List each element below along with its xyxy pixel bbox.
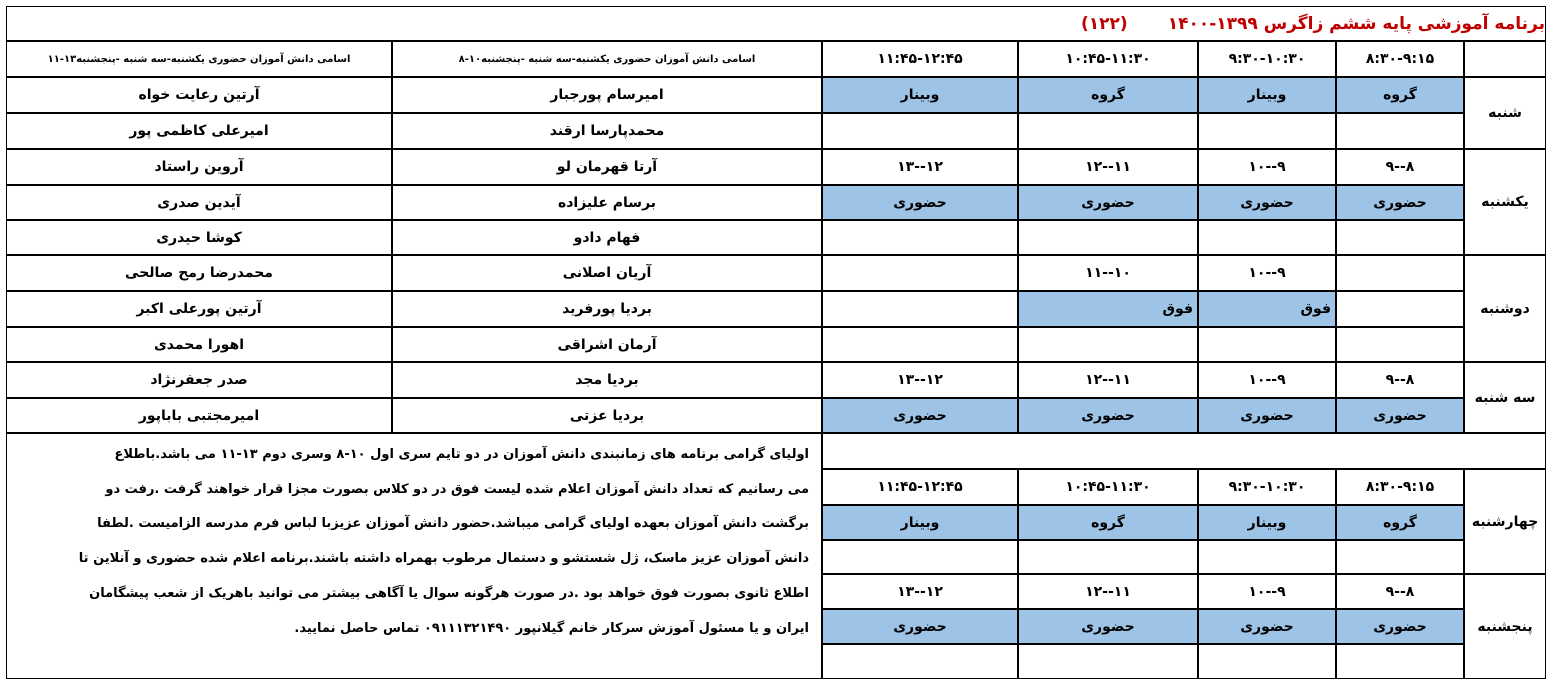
group2-name: کوشا حیدری — [6, 220, 392, 255]
group2-name: محمدرضا رمح صالحی — [6, 255, 392, 291]
notice-line: دانش آموزان عزیز ماسک، ژل شستشو و دستمال مرطوب بهمراه داشته باشند.برنامه اعلام شده حضوری و آنلاین تا — [78, 551, 809, 567]
empty-cell — [822, 113, 1018, 149]
group1-name: فهام دادو — [392, 220, 822, 255]
mon-hour3: ۱۱--۱۰ — [1018, 255, 1198, 291]
notice-line: ایران و یا مسئول آموزش سرکار خانم گیلانپور ۰۹۱۱۱۳۲۱۴۹۰ تماس حاصل نمایید. — [294, 620, 809, 636]
group1-name: محمدپارسا ارقند — [392, 113, 822, 149]
empty-cell — [1198, 113, 1336, 149]
empty-cell — [822, 291, 1018, 327]
empty-cell — [822, 540, 1018, 574]
sat-slot4: وبینار — [822, 77, 1018, 113]
empty-cell — [1018, 113, 1198, 149]
sun-slot4: حضوری — [822, 185, 1018, 220]
thu-hour2: ۱۰--۹ — [1198, 574, 1336, 609]
empty-cell — [1336, 540, 1464, 574]
thu-slot3: حضوری — [1018, 609, 1198, 644]
wed-time3: ۱۰:۴۵-۱۱:۳۰ — [1018, 469, 1198, 505]
group1-name: آریان اصلانی — [392, 255, 822, 291]
group1-name: بردیا مجد — [392, 362, 822, 398]
wed-slot1: گروه — [1336, 505, 1464, 540]
tue-slot3: حضوری — [1018, 398, 1198, 433]
sun-hour2: ۱۰--۹ — [1198, 149, 1336, 185]
day-sunday: یکشنبه — [1464, 149, 1546, 255]
group2-name: اهورا محمدی — [6, 327, 392, 362]
thu-hour4: ۱۳--۱۲ — [822, 574, 1018, 609]
thu-slot4: حضوری — [822, 609, 1018, 644]
mon-hour2: ۱۰--۹ — [1198, 255, 1336, 291]
sun-slot2: حضوری — [1198, 185, 1336, 220]
group1-name: امیرسام پورجبار — [392, 77, 822, 113]
wed-time4: ۱۱:۴۵-۱۲:۴۵ — [822, 469, 1018, 505]
empty-cell — [1018, 327, 1198, 362]
empty-cell — [1336, 255, 1464, 291]
empty-cell — [822, 433, 1546, 469]
group1-name: آرمان اشراقی — [392, 327, 822, 362]
group1-name: برسام علیزاده — [392, 185, 822, 220]
time-header-slot3: ۱۰:۴۵-۱۱:۳۰ — [1018, 41, 1198, 77]
time-header-slot1: ۸:۳۰-۹:۱۵ — [1336, 41, 1464, 77]
tue-slot1: حضوری — [1336, 398, 1464, 433]
group2-name: صدر جعفرنژاد — [6, 362, 392, 398]
empty-cell — [1198, 644, 1336, 679]
group2-name: آیدین صدری — [6, 185, 392, 220]
wed-slot2: وبینار — [1198, 505, 1336, 540]
time-header-slot4: ۱۱:۴۵-۱۲:۴۵ — [822, 41, 1018, 77]
mon-slot3: فوق — [1018, 291, 1198, 327]
sun-slot3: حضوری — [1018, 185, 1198, 220]
empty-cell — [822, 255, 1018, 291]
tue-hour3: ۱۲--۱۱ — [1018, 362, 1198, 398]
sun-hour1: ۹--۸ — [1336, 149, 1464, 185]
sat-slot2: وبینار — [1198, 77, 1336, 113]
names-header-group2: اسامی دانش آموزان حضوری یکشنبه-سه شنبه -پنجشنبه۱۳-۱۱ — [6, 41, 392, 77]
empty-cell — [1198, 327, 1336, 362]
day-monday: دوشنبه — [1464, 255, 1546, 362]
wed-time1: ۸:۳۰-۹:۱۵ — [1336, 469, 1464, 505]
empty-cell — [822, 644, 1018, 679]
empty-cell — [1198, 220, 1336, 255]
title-code: (۱۲۲) — [1080, 13, 1128, 34]
notice-line: برگشت دانش آموزان بعهده اولیای گرامی میباشد.حضور دانش آموزان عزیزبا لباس فرم مدرسه الزامیست .لطفا — [97, 516, 809, 532]
notice-line: اطلاع ثانوی بصورت فوق خواهد بود .در صورت هرگونه سوال یا آگاهی بیشتر می توانید باهریک از شعب پیشگامان — [89, 585, 809, 601]
time-header-slot2: ۹:۳۰-۱۰:۳۰ — [1198, 41, 1336, 77]
group2-name: آرتین پورعلی اکبر — [6, 291, 392, 327]
wed-slot3: گروه — [1018, 505, 1198, 540]
corner-cell — [1464, 41, 1546, 77]
tue-hour2: ۱۰--۹ — [1198, 362, 1336, 398]
group1-name: بردیا عزتی — [392, 398, 822, 433]
notice-line: می رسانیم که تعداد دانش آموزان اعلام شده لیست فوق در دو کلاس بصورت مجزا قرار خواهند گرفت .رفت دو — [105, 481, 809, 497]
sun-slot1: حضوری — [1336, 185, 1464, 220]
title-text: برنامه آموزشی پایه ششم زاگرس ۱۳۹۹-۱۴۰۰ — [1167, 13, 1545, 34]
empty-cell — [822, 220, 1018, 255]
schedule-table — [6, 6, 1546, 679]
group2-name: امیرعلی کاظمی پور — [6, 113, 392, 149]
tue-slot2: حضوری — [1198, 398, 1336, 433]
parent-notice — [6, 433, 822, 679]
page-title — [6, 6, 1546, 41]
day-thursday: پنجشنبه — [1464, 574, 1546, 679]
empty-cell — [1336, 113, 1464, 149]
empty-cell — [1018, 540, 1198, 574]
empty-cell — [1336, 220, 1464, 255]
empty-cell — [1336, 644, 1464, 679]
thu-hour3: ۱۲--۱۱ — [1018, 574, 1198, 609]
empty-cell — [1336, 327, 1464, 362]
names-header-group1: اسامی دانش آموزان حضوری یکشنبه-سه شنبه -پنجشنبه۱۰-۸ — [392, 41, 822, 77]
wed-slot4: وبینار — [822, 505, 1018, 540]
tue-hour1: ۹--۸ — [1336, 362, 1464, 398]
empty-cell — [1018, 220, 1198, 255]
empty-cell — [1336, 291, 1464, 327]
wed-time2: ۹:۳۰-۱۰:۳۰ — [1198, 469, 1336, 505]
thu-hour1: ۹--۸ — [1336, 574, 1464, 609]
sat-slot3: گروه — [1018, 77, 1198, 113]
empty-cell — [822, 327, 1018, 362]
group1-name: بردیا پورفرید — [392, 291, 822, 327]
notice-line: اولیای گرامی برنامه های زمانبندی دانش آموزان در دو تایم سری اول ۱۰-۸ وسری دوم ۱۳-۱۱ می باشد.باطلاع — [114, 447, 809, 462]
empty-cell — [1018, 644, 1198, 679]
day-saturday: شنبه — [1464, 77, 1546, 149]
group2-name: امیرمجتبی باباپور — [6, 398, 392, 433]
thu-slot1: حضوری — [1336, 609, 1464, 644]
group1-name: آرتا قهرمان لو — [392, 149, 822, 185]
tue-hour4: ۱۳--۱۲ — [822, 362, 1018, 398]
tue-slot4: حضوری — [822, 398, 1018, 433]
sat-slot1: گروه — [1336, 77, 1464, 113]
sun-hour3: ۱۲--۱۱ — [1018, 149, 1198, 185]
day-wednesday: چهارشنبه — [1464, 469, 1546, 574]
day-tuesday: سه شنبه — [1464, 362, 1546, 433]
mon-slot2: فوق — [1198, 291, 1336, 327]
thu-slot2: حضوری — [1198, 609, 1336, 644]
group2-name: آروین راستاد — [6, 149, 392, 185]
group2-name: آرتین رعایت خواه — [6, 77, 392, 113]
empty-cell — [1198, 540, 1336, 574]
sun-hour4: ۱۳--۱۲ — [822, 149, 1018, 185]
